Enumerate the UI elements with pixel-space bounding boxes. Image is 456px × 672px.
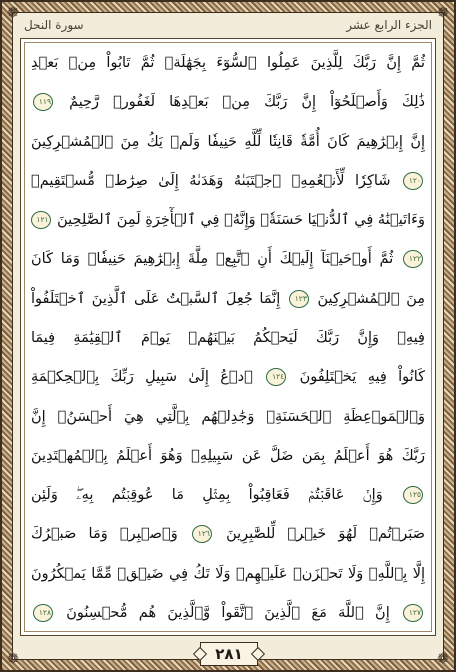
verse-text: ثُمَّ أَوۡحَيۡنَآ إِلَيۡكَ أَنِ ٱتَّبِعۡ مِلَّةَ إِبۡرَٰهِيمَ حَنِيفٗاۖ وَمَا كَانَ [31, 251, 394, 268]
verse-text: صَبَرۡتُمۡ لَهُوَ خَيۡرٞ لِّلصَّٰبِرِينَ [226, 526, 425, 543]
verse-line [31, 202, 425, 238]
corner-ornament-icon: ❁ [437, 5, 449, 21]
verse-text: ٱدۡعُ إِلَىٰ سَبِيلِ رَبِّكَ بِٱلۡحِكۡمَةِ [31, 369, 253, 386]
verse-line [31, 45, 425, 81]
ayah-number-marker: ١٢٣ [289, 290, 309, 308]
verse-text: إِنَّمَا جُعِلَ ٱلسَّبۡتُ عَلَى ٱلَّذِينَ ٱخۡتَلَفُواْ [31, 290, 281, 307]
verse-line [31, 516, 425, 552]
verse-line [31, 84, 425, 120]
verse-text: وَءَاتَيۡنَٰهُ فِي ٱلدُّنۡيَا حَسَنَةٗۖ وَإِنَّهُۥ فِي ٱلۡأٓخِرَةِ لَمِنَ ٱلصَّٰلِحِينَ [57, 212, 425, 229]
corner-ornament-icon: ❁ [437, 651, 449, 667]
verse-line [31, 438, 425, 474]
ayah-number-marker: ١٢٥ [403, 486, 423, 504]
verse-text: وَٱلۡمَوۡعِظَةِ ٱلۡحَسَنَةِۖ وَجَٰدِلۡهُم بِٱلَّتِي هِيَ أَحۡسَنُۚ إِنَّ [31, 408, 425, 425]
verse-text: وَإِنۡ عَاقَبۡتُمۡ فَعَاقِبُواْ بِمِثۡلِ مَا عُوقِبۡتُم بِهِۦۖ وَلَئِن [31, 487, 383, 504]
verse-line [31, 556, 425, 592]
juz-title: الجزء الرابع عشر [346, 18, 432, 32]
verse-line [31, 477, 425, 513]
verse-line [31, 399, 425, 435]
ayah-number-marker: ١٢٦ [192, 525, 212, 543]
page-number [200, 642, 258, 666]
ayah-number-marker: ١٢٧ [403, 604, 423, 622]
verse-text: وَٱصۡبِرۡ وَمَا صَبۡرُكَ [31, 526, 178, 543]
corner-ornament-icon: ❁ [7, 651, 19, 667]
verse-line [31, 241, 425, 277]
corner-ornament-icon: ❁ [7, 5, 19, 21]
verse-line [31, 124, 425, 160]
verse-text: رَبَّكَ هُوَ أَعۡلَمُ بِمَن ضَلَّ عَن سَبِيلِهِۦ وَهُوَ أَعۡلَمُ بِٱلۡمُهۡتَدِينَ [31, 447, 425, 464]
ayah-number-marker: ١٢٠ [403, 172, 423, 190]
verse-text: فِيهِۚ وَإِنَّ رَبَّكَ لَيَحۡكُمُ بَيۡنَهُمۡ يَوۡمَ ٱلۡقِيَٰمَةِ فِيمَا [31, 329, 425, 346]
verse-text: ذَٰلِكَ وَأَصۡلَحُوٓاْ إِنَّ رَبَّكَ مِنۢ بَعۡدِهَا لَغَفُورٞ رَّحِيمٌ [69, 94, 425, 111]
verse-line [31, 163, 425, 199]
verse-text: كَانُواْ فِيهِ يَخۡتَلِفُونَ [299, 369, 425, 386]
verse-text: مِنَ ٱلۡمُشۡرِكِينَ [317, 290, 425, 307]
verse-text: إِنَّ ٱللَّهَ مَعَ ٱلَّذِينَ ٱتَّقَواْ وَّٱلَّذِينَ هُم مُّحۡسِنُونَ [66, 604, 390, 621]
verse-line [31, 595, 425, 631]
verse-text: إِلَّا بِٱللَّهِۚ وَلَا تَحۡزَنۡ عَلَيۡهِمۡ وَلَا تَكُ فِي ضَيۡقٖ مِّمَّا يَمۡكُرُونَ [31, 565, 425, 582]
ayah-number-marker: ١٢٢ [403, 250, 423, 268]
verse-text: شَاكِرٗا لِّأَنۡعُمِهِۚ ٱجۡتَبَىٰهُ وَهَدَىٰهُ إِلَىٰ صِرَٰطٖ مُّسۡتَقِيمٖ [31, 172, 391, 189]
verse-text: ثُمَّ إِنَّ رَبَّكَ لِلَّذِينَ عَمِلُوا ٱلسُّوٓءَ بِجَهَٰلَةٖ ثُمَّ تَابُواْ مِنۢ بَعۡدِ [31, 55, 425, 71]
verse-line [31, 281, 425, 317]
page-header [20, 14, 436, 36]
ayah-number-marker: ١٢٤ [266, 368, 286, 386]
surah-title: سورة النحل [24, 18, 84, 32]
ayah-number-marker: ١٢٨ [33, 604, 53, 622]
verse-text: إِنَّ إِبۡرَٰهِيمَ كَانَ أُمَّةٗ قَانِتٗا لِّلَّهِ حَنِيفٗا وَلَمۡ يَكُ مِنَ ٱلۡمُشۡرِكِينَ [31, 133, 425, 150]
ayah-number-marker: ١١٩ [33, 93, 53, 111]
ayah-number-marker: ١٢١ [31, 211, 51, 229]
quran-text-panel [20, 38, 436, 636]
verse-line [31, 359, 425, 395]
verse-line [31, 320, 425, 356]
page-number-text: ٢٨١ [215, 645, 243, 663]
